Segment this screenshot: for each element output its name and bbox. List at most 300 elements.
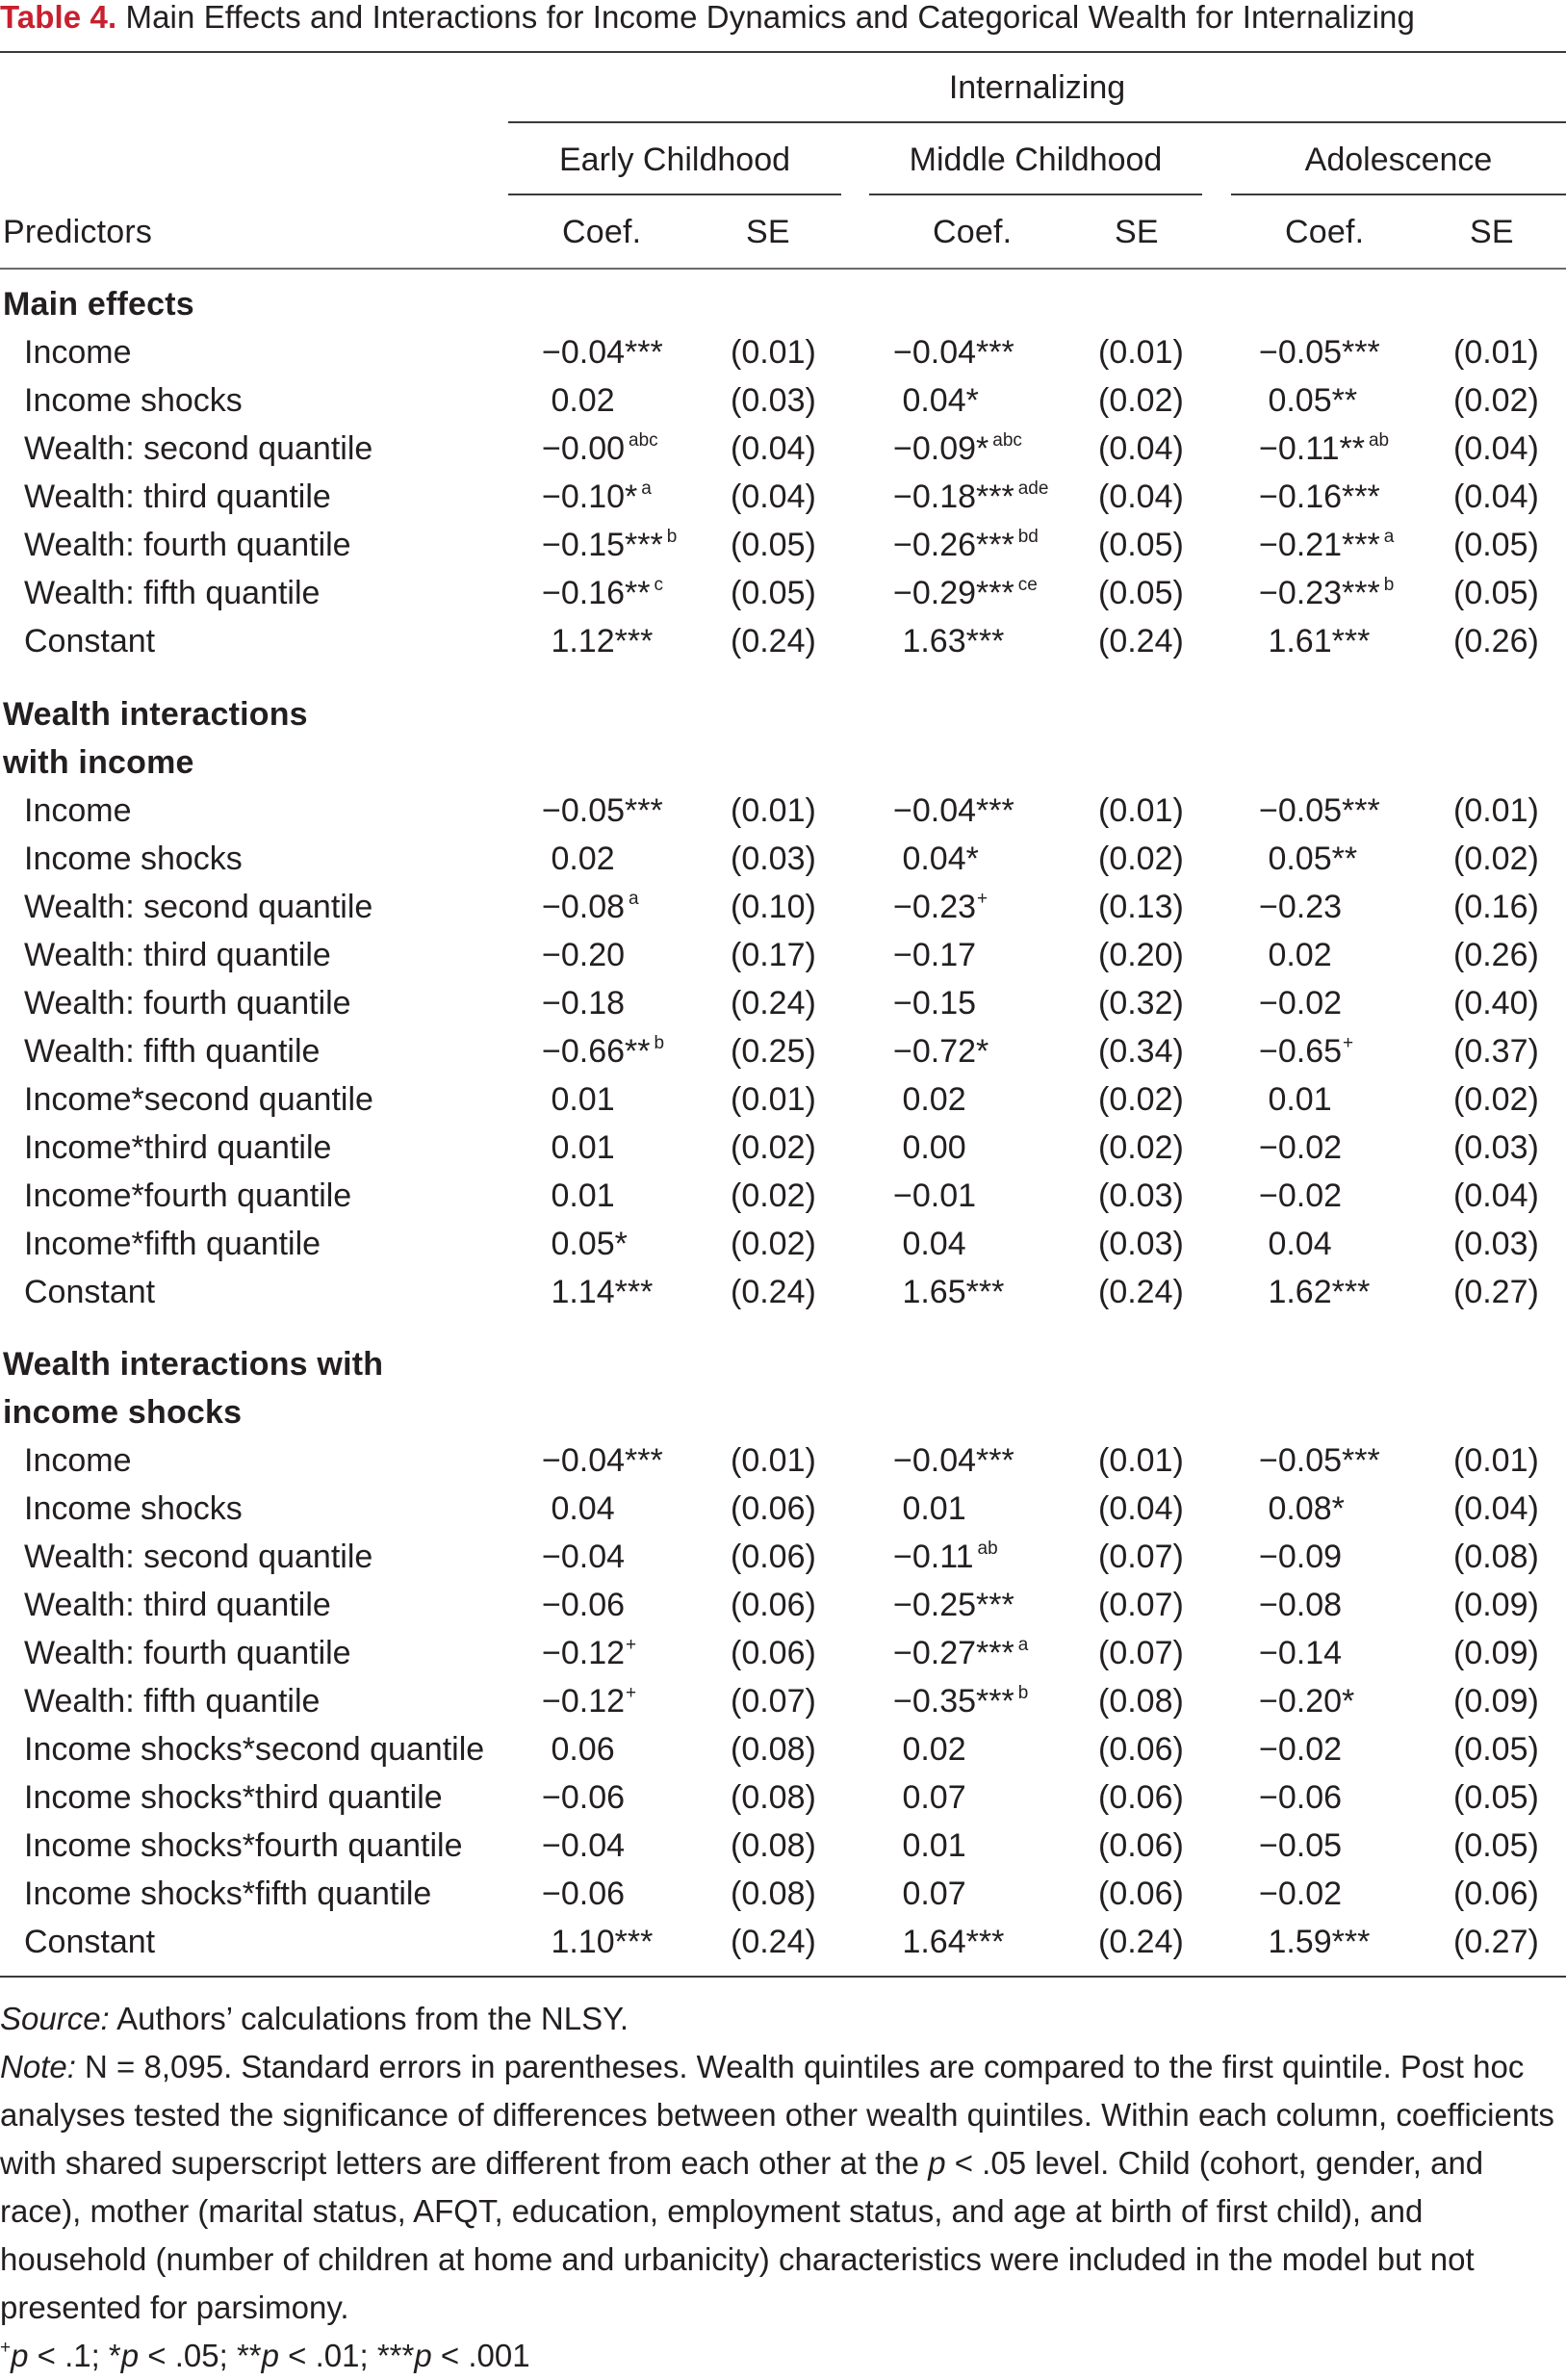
- cell-value: −0.29***: [893, 575, 1014, 611]
- cell-value: (0.07): [1098, 1539, 1184, 1575]
- cell-value: (0.06): [731, 1635, 816, 1671]
- cell-se-middle: [1098, 478, 1184, 516]
- cell-value: −0.15***: [542, 527, 663, 563]
- cell-value: (0.06): [1098, 1827, 1184, 1864]
- cell-se-adolescence: [1453, 381, 1539, 420]
- cell-value: (0.17): [731, 937, 816, 973]
- cell-value: 0.07: [893, 1876, 966, 1912]
- cell-value: 0.02: [893, 1081, 966, 1118]
- cell-se-early: [731, 1441, 816, 1480]
- section-title-line2: with income: [3, 744, 194, 781]
- cell-value: −0.04***: [542, 1442, 663, 1479]
- cell-value: −0.05***: [1259, 792, 1380, 829]
- cell-se-early: [731, 574, 816, 612]
- cell-superscript: a: [629, 889, 639, 909]
- cell-coef-adolescence: [1259, 1923, 1370, 1961]
- cell-value: (0.24): [731, 623, 816, 660]
- cell-coef-early: [542, 1634, 636, 1672]
- cell-value: 0.08*: [1259, 1490, 1345, 1527]
- cell-value: (0.03): [1453, 1129, 1539, 1166]
- table-row: [0, 1634, 1566, 1672]
- cell-coef-early: [542, 840, 615, 878]
- cell-value: −0.06: [1259, 1779, 1343, 1816]
- cell-se-adolescence: [1453, 1826, 1539, 1865]
- cell-value: 1.10***: [542, 1924, 654, 1960]
- se-header-middle: SE: [1115, 214, 1159, 250]
- cell-value: 0.01: [1259, 1081, 1332, 1118]
- cell-se-early: [731, 1682, 816, 1720]
- table-row: [0, 574, 1566, 612]
- table-row: [0, 1177, 1566, 1215]
- cell-superscript: abc: [629, 430, 658, 451]
- row-label: Income shocks*second quantile: [24, 1731, 485, 1768]
- cell-se-middle: [1098, 333, 1184, 372]
- cell-value: 0.04: [893, 1226, 966, 1262]
- table-number: Table 4.: [0, 0, 117, 35]
- cell-value: 0.01: [542, 1177, 615, 1214]
- cell-se-early: [731, 791, 816, 830]
- cell-value: (0.05): [731, 527, 816, 563]
- cell-coef-adolescence: [1259, 1032, 1353, 1071]
- cell-value: (0.27): [1453, 1924, 1539, 1960]
- cell-se-adolescence: [1453, 888, 1539, 926]
- cell-value: −0.11: [893, 1539, 974, 1575]
- cell-se-adolescence: [1453, 1634, 1539, 1672]
- cell-se-early: [731, 1875, 816, 1913]
- predictors-header: Predictors: [3, 214, 153, 250]
- cell-se-adolescence: [1453, 622, 1539, 660]
- cell-coef-middle: [893, 1778, 966, 1817]
- cell-se-early: [731, 1730, 816, 1769]
- cell-value: (0.04): [1453, 1177, 1539, 1214]
- cell-se-early: [731, 1128, 816, 1167]
- coef-header-adolescence: Coef.: [1285, 214, 1365, 250]
- cell-se-middle: [1098, 888, 1184, 926]
- cell-coef-early: [542, 1177, 615, 1215]
- cell-coef-early: [542, 1032, 664, 1071]
- cell-coef-early: [542, 1273, 653, 1311]
- cell-coef-early: [542, 1225, 628, 1263]
- table-row: [0, 1778, 1566, 1817]
- cell-coef-middle: [893, 1128, 966, 1167]
- cell-coef-adolescence: [1259, 1875, 1342, 1913]
- cell-superscript: a: [1383, 527, 1395, 547]
- cell-coef-middle: [893, 1080, 966, 1119]
- row-label: Wealth: second quantile: [24, 430, 373, 467]
- cell-value: 0.02: [542, 382, 615, 419]
- cell-coef-middle: [893, 429, 1022, 468]
- cell-value: (0.06): [731, 1539, 816, 1575]
- cell-value: (0.09): [1453, 1683, 1539, 1720]
- table-row: [0, 478, 1566, 516]
- cell-value: −0.05: [1259, 1827, 1343, 1864]
- cell-se-adolescence: [1453, 1778, 1539, 1817]
- cell-se-middle: [1098, 574, 1184, 612]
- cell-coef-middle: [893, 1586, 1014, 1624]
- coef-header-middle: Coef.: [933, 214, 1013, 250]
- outcome-underline: [508, 121, 1566, 123]
- period-header-early: Early Childhood: [558, 142, 791, 178]
- cell-coef-middle: [893, 333, 1014, 372]
- table-row: [0, 429, 1566, 468]
- cell-value: −0.02: [1259, 1177, 1343, 1214]
- cell-value: (0.08): [1098, 1683, 1184, 1720]
- cell-value: (0.06): [731, 1490, 816, 1527]
- cell-se-middle: [1098, 791, 1184, 830]
- cell-coef-early: [542, 1128, 615, 1167]
- bottom-rule: [0, 1976, 1566, 1978]
- cell-coef-adolescence: [1259, 936, 1332, 974]
- cell-value: (0.04): [1453, 430, 1539, 467]
- cell-coef-adolescence: [1259, 622, 1370, 660]
- cell-value: (0.02): [1453, 841, 1539, 877]
- table-row: [0, 1826, 1566, 1865]
- cell-coef-early: [542, 1489, 615, 1528]
- cell-value: (0.03): [1098, 1177, 1184, 1214]
- cell-value: −0.04: [542, 1539, 626, 1575]
- cell-value: (0.01): [1453, 334, 1539, 371]
- row-label: Wealth: third quantile: [24, 1587, 331, 1623]
- section-title: Main effects: [3, 286, 194, 323]
- cell-coef-adolescence: [1259, 840, 1357, 878]
- cell-value: (0.10): [731, 889, 816, 925]
- cell-value: (0.08): [731, 1876, 816, 1912]
- cell-coef-middle: [893, 1032, 988, 1071]
- cell-coef-early: [542, 936, 625, 974]
- row-label: Income shocks*third quantile: [24, 1779, 443, 1816]
- cell-coef-adolescence: [1259, 429, 1389, 468]
- cell-value: (0.05): [1453, 575, 1539, 611]
- cell-value: −0.04: [542, 1827, 626, 1864]
- cell-value: (0.04): [731, 479, 816, 515]
- cell-coef-early: [542, 1730, 615, 1769]
- cell-value: (0.05): [1453, 1779, 1539, 1816]
- cell-value: (0.04): [1098, 479, 1184, 515]
- cell-se-adolescence: [1453, 840, 1539, 878]
- row-label: Wealth: fifth quantile: [24, 575, 321, 611]
- cell-superscript: +: [626, 1635, 637, 1655]
- cell-se-adolescence: [1453, 429, 1539, 468]
- cell-value: (0.02): [731, 1177, 816, 1214]
- cell-coef-middle: [893, 1923, 1004, 1961]
- cell-coef-adolescence: [1259, 1634, 1342, 1672]
- cell-superscript: +: [626, 1683, 637, 1703]
- cell-se-middle: [1098, 1682, 1184, 1720]
- cell-se-adolescence: [1453, 1441, 1539, 1480]
- cell-value: (0.08): [731, 1827, 816, 1864]
- cell-coef-early: [542, 1586, 625, 1624]
- cell-se-early: [731, 1778, 816, 1817]
- cell-coef-middle: [893, 1682, 1028, 1720]
- cell-coef-early: [542, 791, 663, 830]
- cell-value: −0.23: [893, 889, 977, 925]
- table-row: [0, 840, 1566, 878]
- cell-value: (0.02): [1098, 841, 1184, 877]
- cell-se-middle: [1098, 1225, 1184, 1263]
- table-row: [0, 1730, 1566, 1769]
- cell-se-early: [731, 622, 816, 660]
- cell-se-adolescence: [1453, 1489, 1539, 1528]
- table-row: [0, 1586, 1566, 1624]
- cell-se-adolescence: [1453, 1273, 1539, 1311]
- header-rule: [0, 268, 1566, 270]
- cell-se-adolescence: [1453, 478, 1539, 516]
- cell-se-adolescence: [1453, 333, 1539, 372]
- cell-se-early: [731, 381, 816, 420]
- cell-se-middle: [1098, 1875, 1184, 1913]
- cell-se-early: [731, 1273, 816, 1311]
- cell-coef-early: [542, 381, 615, 420]
- cell-value: −0.16***: [1259, 479, 1380, 515]
- cell-coef-early: [542, 1923, 653, 1961]
- cell-value: (0.01): [1098, 792, 1184, 829]
- cell-coef-adolescence: [1259, 1778, 1342, 1817]
- cell-coef-middle: [893, 936, 976, 974]
- cell-se-early: [731, 1538, 816, 1576]
- cell-se-adolescence: [1453, 1923, 1539, 1961]
- cell-se-adolescence: [1453, 984, 1539, 1022]
- cell-value: −0.05***: [542, 792, 663, 829]
- cell-superscript: abc: [992, 430, 1022, 451]
- source-note: Source: Authors’ calculations from the NLSY.: [0, 2001, 629, 2036]
- row-label: Income*fourth quantile: [24, 1177, 352, 1214]
- cell-se-adolescence: [1453, 1538, 1539, 1576]
- cell-se-adolescence: [1453, 1032, 1539, 1071]
- cell-se-middle: [1098, 429, 1184, 468]
- cell-value: (0.08): [1453, 1539, 1539, 1575]
- cell-coef-early: [542, 1778, 625, 1817]
- cell-coef-early: [542, 1441, 663, 1480]
- row-label: Wealth: fourth quantile: [24, 1635, 351, 1671]
- cell-coef-early: [542, 1682, 636, 1720]
- cell-value: −0.02: [1259, 985, 1343, 1022]
- cell-superscript: c: [654, 575, 663, 595]
- cell-value: −0.12: [542, 1635, 626, 1671]
- outcome-header: Internalizing: [948, 69, 1126, 106]
- cell-value: (0.03): [1453, 1226, 1539, 1262]
- cell-superscript: b: [1383, 575, 1395, 595]
- cell-value: −0.26***: [893, 527, 1014, 563]
- cell-value: −0.18***: [893, 479, 1014, 515]
- cell-value: (0.02): [1098, 382, 1184, 419]
- cell-coef-adolescence: [1259, 574, 1394, 612]
- cell-value: −0.27***: [893, 1635, 1014, 1671]
- cell-coef-middle: [893, 791, 1014, 830]
- cell-value: (0.24): [731, 1274, 816, 1310]
- cell-coef-middle: [893, 1538, 998, 1576]
- cell-value: −0.02: [1259, 1129, 1343, 1166]
- cell-value: (0.01): [1098, 334, 1184, 371]
- table-row: [0, 381, 1566, 420]
- cell-value: (0.40): [1453, 985, 1539, 1022]
- cell-value: (0.01): [731, 1442, 816, 1479]
- cell-value: (0.27): [1453, 1274, 1539, 1310]
- cell-value: −0.12: [542, 1683, 626, 1720]
- significance-note: +p < .1; *p < .05; **p < .01; ***p < .001: [0, 2338, 530, 2373]
- cell-coef-adolescence: [1259, 1826, 1342, 1865]
- table-row: [0, 1923, 1566, 1961]
- cell-se-middle: [1098, 1489, 1184, 1528]
- cell-value: (0.37): [1453, 1033, 1539, 1070]
- table-row: [0, 1080, 1566, 1119]
- cell-value: (0.05): [1098, 527, 1184, 563]
- cell-value: (0.05): [1453, 1827, 1539, 1864]
- cell-se-adolescence: [1453, 1586, 1539, 1624]
- cell-value: −0.21***: [1259, 527, 1380, 563]
- cell-value: 1.14***: [542, 1274, 654, 1310]
- cell-coef-middle: [893, 1273, 1004, 1311]
- cell-coef-adolescence: [1259, 1080, 1332, 1119]
- table-title: Main Effects and Interactions for Income Dynamics and Categorical Wealth for Internalizing: [116, 0, 1415, 35]
- cell-se-middle: [1098, 1586, 1184, 1624]
- cell-value: (0.05): [1453, 527, 1539, 563]
- cell-value: 0.02: [1259, 937, 1332, 973]
- cell-value: (0.07): [1098, 1587, 1184, 1623]
- cell-value: (0.07): [731, 1683, 816, 1720]
- cell-value: 1.59***: [1259, 1924, 1371, 1960]
- cell-superscript: ab: [977, 1539, 998, 1559]
- cell-value: 0.01: [542, 1081, 615, 1118]
- cell-coef-middle: [893, 478, 1048, 516]
- cell-value: (0.24): [1098, 1274, 1184, 1310]
- cell-value: −0.11**: [1259, 430, 1365, 467]
- cell-value: −0.06: [542, 1587, 626, 1623]
- cell-coef-middle: [893, 840, 979, 878]
- cell-coef-early: [542, 429, 658, 468]
- cell-coef-early: [542, 574, 663, 612]
- cell-coef-adolescence: [1259, 1225, 1332, 1263]
- cell-se-middle: [1098, 1177, 1184, 1215]
- period-underline-early: [508, 194, 841, 195]
- table-row: [0, 1538, 1566, 1576]
- cell-coef-adolescence: [1259, 984, 1342, 1022]
- cell-se-early: [731, 840, 816, 878]
- cell-value: −0.01: [893, 1177, 977, 1214]
- table-row: [0, 791, 1566, 830]
- cell-value: (0.06): [1453, 1876, 1539, 1912]
- cell-coef-middle: [893, 1177, 976, 1215]
- table-row: [0, 1875, 1566, 1913]
- cell-se-middle: [1098, 1080, 1184, 1119]
- cell-value: −0.15: [893, 985, 977, 1022]
- se-header-early: SE: [746, 214, 790, 250]
- row-label: Income: [24, 1442, 132, 1479]
- table-row: [0, 1225, 1566, 1263]
- cell-coef-early: [542, 1080, 615, 1119]
- cell-value: (0.03): [731, 841, 816, 877]
- cell-value: −0.06: [542, 1779, 626, 1816]
- cell-value: (0.32): [1098, 985, 1184, 1022]
- cell-value: 0.01: [542, 1129, 615, 1166]
- cell-superscript: b: [654, 1033, 665, 1053]
- cell-value: (0.04): [1453, 479, 1539, 515]
- cell-value: (0.24): [731, 985, 816, 1022]
- cell-value: −0.02: [1259, 1876, 1343, 1912]
- cell-se-early: [731, 1225, 816, 1263]
- cell-coef-middle: [893, 984, 976, 1022]
- row-label: Income*fifth quantile: [24, 1226, 321, 1262]
- row-label: Wealth: fifth quantile: [24, 1033, 321, 1070]
- table-row: [0, 1682, 1566, 1720]
- section-title: Wealth interactions: [3, 696, 308, 733]
- row-label: Wealth: third quantile: [24, 937, 331, 973]
- cell-value: (0.04): [1453, 1490, 1539, 1527]
- cell-se-early: [731, 1634, 816, 1672]
- cell-se-middle: [1098, 1634, 1184, 1672]
- cell-value: (0.01): [1098, 1442, 1184, 1479]
- cell-value: (0.02): [1453, 1081, 1539, 1118]
- cell-se-early: [731, 1489, 816, 1528]
- cell-value: (0.03): [1098, 1226, 1184, 1262]
- cell-se-adolescence: [1453, 1682, 1539, 1720]
- cell-value: 1.63***: [893, 623, 1005, 660]
- cell-coef-early: [542, 526, 677, 564]
- cell-value: (0.02): [731, 1129, 816, 1166]
- cell-value: −0.04***: [893, 1442, 1014, 1479]
- cell-value: (0.25): [731, 1033, 816, 1070]
- row-label: Constant: [24, 1924, 156, 1960]
- cell-value: 0.02: [542, 841, 615, 877]
- cell-coef-adolescence: [1259, 1128, 1342, 1167]
- row-label: Income: [24, 792, 132, 829]
- cell-value: (0.08): [731, 1731, 816, 1768]
- cell-se-adolescence: [1453, 1177, 1539, 1215]
- cell-coef-adolescence: [1259, 1273, 1370, 1311]
- cell-value: (0.02): [1098, 1129, 1184, 1166]
- cell-coef-adolescence: [1259, 1441, 1380, 1480]
- cell-coef-early: [542, 1538, 625, 1576]
- cell-value: 0.04*: [893, 841, 979, 877]
- cell-coef-middle: [893, 888, 988, 926]
- cell-superscript: a: [641, 479, 652, 499]
- section-title: Wealth interactions with: [3, 1346, 384, 1383]
- row-label: Income: [24, 334, 132, 371]
- row-label: Wealth: third quantile: [24, 479, 331, 515]
- cell-value: (0.08): [731, 1779, 816, 1816]
- cell-value: 0.05**: [1259, 841, 1358, 877]
- cell-se-early: [731, 1923, 816, 1961]
- cell-se-middle: [1098, 840, 1184, 878]
- table-row: [0, 1273, 1566, 1311]
- cell-value: (0.02): [1098, 1081, 1184, 1118]
- period-header-adolescence: Adolescence: [1304, 142, 1493, 178]
- table-row: [0, 526, 1566, 564]
- table-row: [0, 333, 1566, 372]
- cell-value: −0.09: [1259, 1539, 1343, 1575]
- cell-value: −0.05***: [1259, 334, 1380, 371]
- row-label: Income*third quantile: [24, 1129, 332, 1166]
- se-header-adolescence: SE: [1470, 214, 1514, 250]
- table-row: [0, 1441, 1566, 1480]
- row-label: Income shocks: [24, 841, 243, 877]
- cell-value: −0.04***: [542, 334, 663, 371]
- cell-se-adolescence: [1453, 936, 1539, 974]
- table-caption: [0, 0, 1566, 35]
- cell-coef-early: [542, 1875, 625, 1913]
- cell-coef-middle: [893, 1489, 966, 1528]
- cell-se-middle: [1098, 1826, 1184, 1865]
- cell-se-adolescence: [1453, 1128, 1539, 1167]
- cell-superscript: +: [1343, 1033, 1354, 1053]
- row-label: Income shocks: [24, 1490, 243, 1527]
- cell-se-early: [731, 333, 816, 372]
- cell-value: (0.05): [1453, 1731, 1539, 1768]
- cell-value: −0.20*: [1259, 1683, 1355, 1720]
- cell-se-early: [731, 1586, 816, 1624]
- row-label: Wealth: second quantile: [24, 1539, 373, 1575]
- coef-header-early: Coef.: [562, 214, 642, 250]
- cell-value: 0.05*: [542, 1226, 628, 1262]
